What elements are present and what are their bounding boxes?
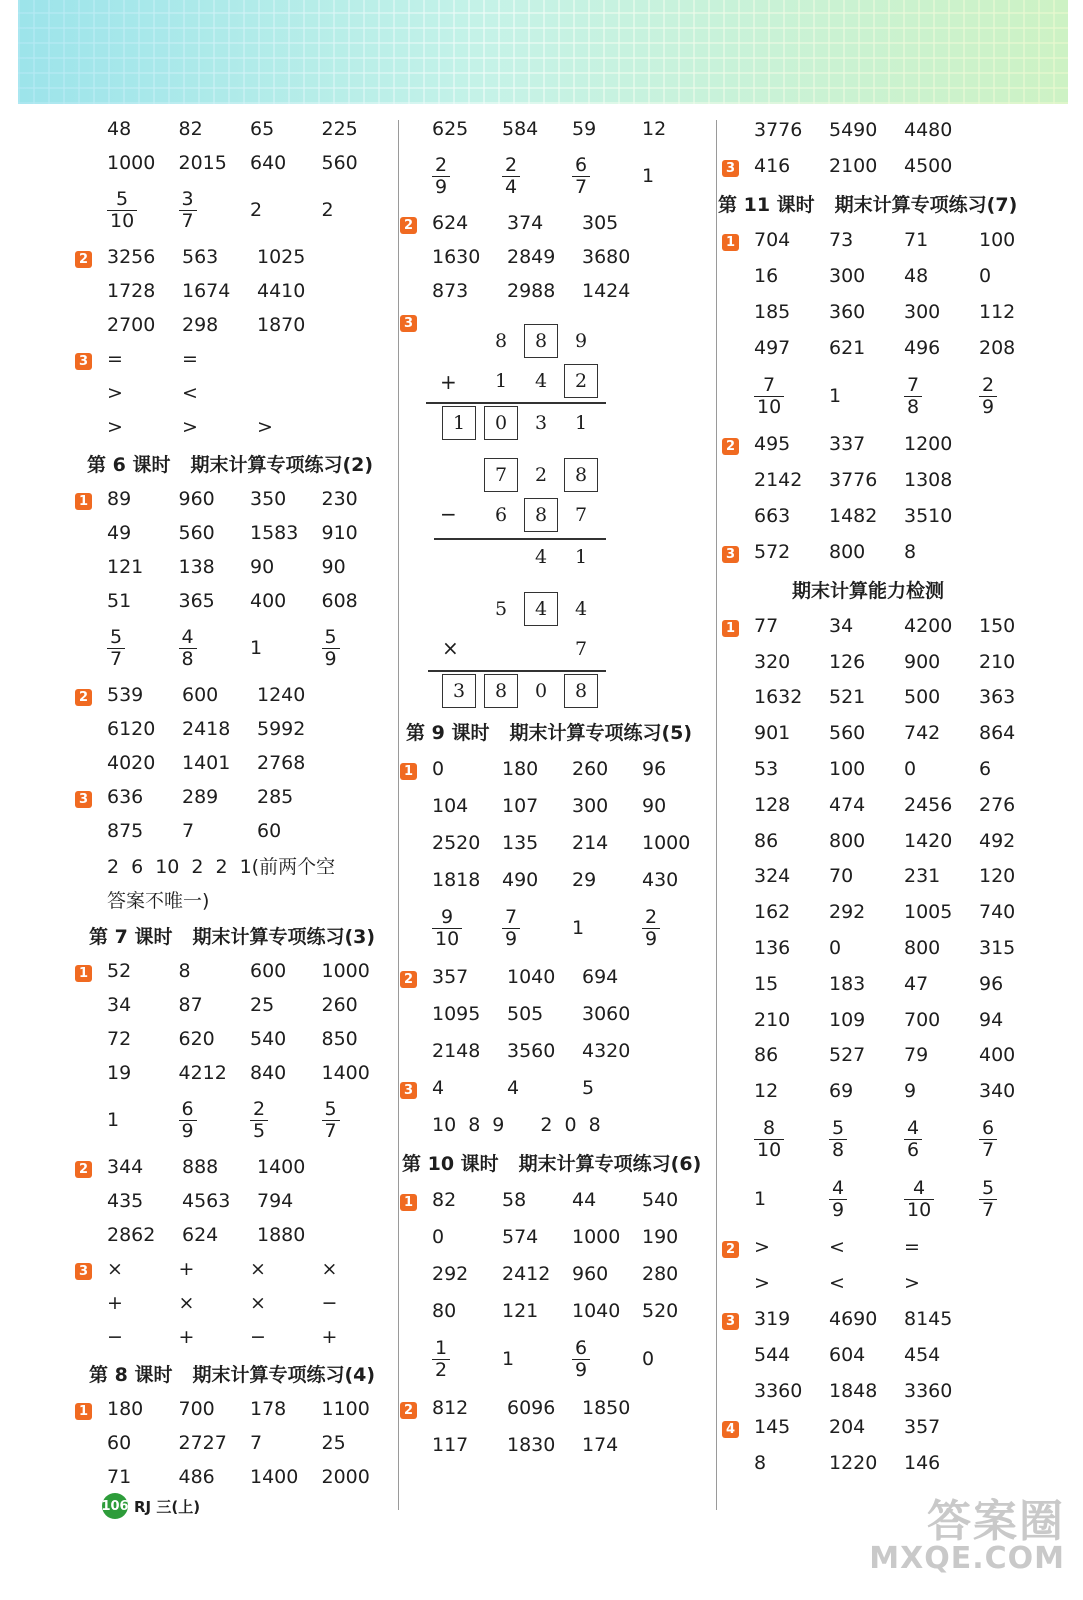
- question-badge: 3: [722, 1313, 739, 1330]
- answer-value: 100: [829, 758, 866, 781]
- fraction: $\frac{4}{8}$: [179, 627, 197, 669]
- fraction: $\frac{5}{7}$: [107, 627, 125, 669]
- answer-row: 2 624 374 305: [400, 206, 712, 240]
- answer-value: 231: [904, 865, 941, 888]
- answer-value: 740: [979, 901, 1016, 924]
- answer-row: 71 486 1400 2000: [107, 1466, 370, 1488]
- answer-row: 2 495 337 1200: [722, 426, 1062, 462]
- answer-value: 900: [904, 650, 941, 673]
- header-banner: [18, 0, 1068, 104]
- answer-row: 544 604 454: [754, 1344, 941, 1367]
- answer-row: 104 107 300 90: [432, 794, 667, 817]
- answer-value: 901: [754, 722, 791, 745]
- answer-row: 1 704 73 71 100: [722, 222, 1062, 258]
- fraction: $\frac{2}{9}$: [432, 155, 450, 197]
- answer-value: 315: [979, 937, 1016, 960]
- answer-row: [722, 644, 1062, 680]
- question-badge: 3: [75, 1263, 92, 1280]
- answer-row: [722, 859, 1062, 895]
- answer-row: 2520 135 214 1000: [432, 831, 691, 854]
- answer-row: 1 89 960 350 230: [75, 482, 393, 516]
- answer-row: 3 4 4 5: [400, 1069, 712, 1106]
- question-badge: 2: [400, 1402, 417, 1419]
- answer-row: [722, 787, 1062, 823]
- answer-row: 2148 3560 4320: [432, 1039, 631, 1062]
- answer-row: 3776 5490 4480: [754, 119, 953, 141]
- answer-row: 121 138 90 90: [107, 556, 346, 578]
- answer-row: − + − +: [107, 1326, 338, 1348]
- question-badge: 3: [722, 160, 739, 177]
- column-divider-2: [716, 120, 717, 1510]
- answer-row: 2142 3776 1308: [754, 469, 953, 491]
- answer-row: 2 > < =: [722, 1229, 1062, 1265]
- question-badge: 1: [400, 1194, 417, 1211]
- fraction-row: $\frac{2}{9}$ $\frac{2}{4}$ $\frac{6}{7}$ 1: [400, 146, 712, 206]
- answer-row: 117 1830 174: [432, 1433, 619, 1456]
- answer-value: 210: [754, 1008, 791, 1031]
- question-badge: 2: [75, 1161, 92, 1178]
- fraction: $\frac{7}{9}$: [502, 907, 520, 949]
- answer-value: 12: [754, 1080, 779, 1103]
- answer-row: 1 180 700 178 1100: [75, 1392, 393, 1426]
- fraction: $\frac{8}{10}$: [754, 1118, 784, 1160]
- answer-value: 136: [754, 937, 791, 960]
- answer-value: 864: [979, 722, 1016, 745]
- answer-row: 1 0 180 260 96: [400, 750, 712, 787]
- answer-row: 1000 2015 640 560: [107, 152, 358, 174]
- fraction-row: $\frac{5}{10}$ $\frac{3}{7}$ 2 2: [75, 180, 393, 240]
- answer-value: 800: [904, 937, 941, 960]
- answer-row: > > >: [107, 416, 273, 438]
- answer-value: 6: [979, 758, 992, 781]
- answer-row: 497 621 496 208: [754, 337, 1016, 359]
- answer-value: 86: [754, 829, 779, 852]
- answer-row: [722, 930, 1062, 966]
- question-badge: 3: [75, 353, 92, 370]
- answer-value: 500: [904, 686, 941, 709]
- answer-row: 1818 490 29 430: [432, 868, 679, 891]
- answer-row: 3 319 4690 8145: [722, 1301, 1062, 1337]
- fraction: $\frac{4}{10}$: [904, 1178, 934, 1220]
- answer-row: [722, 966, 1062, 1002]
- section-heading: 期末计算能力检测: [792, 579, 945, 602]
- answer-row: [722, 608, 1062, 644]
- answer-row: 3 636 289 285: [75, 780, 393, 814]
- answer-row: [722, 1038, 1062, 1074]
- answer-row: > <: [107, 382, 198, 404]
- answer-value: 69: [829, 1080, 854, 1103]
- answer-row: 3 572 800 8: [722, 534, 1062, 570]
- answer-row: 1630 2849 3680: [432, 246, 631, 268]
- answer-row: + × × −: [107, 1292, 338, 1314]
- fraction-row: $\frac{7}{10}$ 1 $\frac{7}{8}$ $\frac{2}{9}$: [722, 366, 1062, 426]
- answer-row: [722, 680, 1062, 716]
- answer-value: 4200: [904, 614, 953, 637]
- answer-value: 2456: [904, 793, 953, 816]
- answer-row: 2 344 888 1400: [75, 1150, 393, 1184]
- question-badge: 3: [400, 315, 417, 332]
- answer-value: 292: [829, 901, 866, 924]
- answer-value: 400: [979, 1044, 1016, 1067]
- vertical-multiplication: 5 4 4 × 7 3 8 0 8: [412, 592, 702, 712]
- section-heading: 第 7 课时 期末计算专项练习(3): [89, 925, 376, 948]
- question-badge: 3: [400, 1082, 417, 1099]
- answer-row: 2 812 6096 1850: [400, 1389, 712, 1426]
- answer-note: 2 6 10 2 2 1(前两个空: [107, 855, 336, 878]
- answer-row: 1095 505 3060: [432, 1002, 631, 1025]
- answer-row: [722, 894, 1062, 930]
- answer-value: 34: [829, 614, 854, 637]
- answer-row: 2 539 600 1240: [75, 678, 393, 712]
- answer-row: 1 52 8 600 1000: [75, 954, 393, 988]
- answer-value: 183: [829, 972, 866, 995]
- answer-value: 474: [829, 793, 866, 816]
- column-1: [75, 112, 393, 1494]
- answer-value: 128: [754, 793, 791, 816]
- answer-value: 324: [754, 865, 791, 888]
- fraction-row: $\frac{9}{10}$ $\frac{7}{9}$ 1 $\frac{2}{9}$: [400, 898, 712, 958]
- vertical-subtraction: 7 2 8 − 6 8 7 4 1: [412, 458, 702, 578]
- answer-value: 109: [829, 1008, 866, 1031]
- answer-row: 625 584 59 12: [432, 118, 667, 140]
- answer-row: 2 3256 563 1025: [75, 240, 393, 274]
- answer-value: 320: [754, 650, 791, 673]
- answer-value: 560: [829, 722, 866, 745]
- answer-row: [722, 751, 1062, 787]
- answer-value: 86: [754, 1044, 779, 1067]
- answer-value: 340: [979, 1080, 1016, 1103]
- fraction-row: [722, 1109, 1062, 1169]
- question-badge: 2: [722, 438, 739, 455]
- fraction: $\frac{5}{7}$: [322, 1099, 340, 1141]
- answer-value: 126: [829, 650, 866, 673]
- answer-row: 6120 2418 5992: [107, 718, 306, 740]
- answer-row: 4020 1401 2768: [107, 752, 306, 774]
- answer-row: 8 1220 146: [754, 1452, 941, 1475]
- answer-value: 527: [829, 1044, 866, 1067]
- fraction-row: 1 $\frac{6}{9}$ $\frac{2}{5}$ $\frac{5}{7}$: [75, 1090, 393, 1150]
- question-badge: 1: [75, 1403, 92, 1420]
- answer-row: [722, 1002, 1062, 1038]
- answer-row: 3360 1848 3360: [754, 1380, 953, 1403]
- question-badge: 3: [722, 546, 739, 563]
- answer-row: 34 87 25 260: [107, 994, 358, 1016]
- answer-value: 492: [979, 829, 1016, 852]
- answer-value: 77: [754, 614, 779, 637]
- fraction-row: $\frac{1}{2}$ 1 $\frac{6}{9}$ 0: [400, 1329, 712, 1389]
- answer-value: 96: [979, 972, 1004, 995]
- answer-row: 80 121 1040 520: [432, 1299, 679, 1322]
- question-badge: 2: [400, 217, 417, 234]
- column-2: [400, 112, 712, 1463]
- section-heading: 第 10 课时 期末计算专项练习(6): [402, 1152, 702, 1175]
- question-badge: 2: [722, 1241, 739, 1258]
- fraction: $\frac{5}{10}$: [107, 189, 137, 231]
- answer-value: 0: [829, 937, 842, 960]
- answer-row: 292 2412 960 280: [432, 1262, 679, 1285]
- page-footer: [102, 1493, 200, 1519]
- fraction: $\frac{4}{9}$: [829, 1178, 847, 1220]
- answer-row: 49 560 1583 910: [107, 522, 358, 544]
- answer-row: [722, 1073, 1062, 1109]
- answer-value: 0: [904, 758, 917, 781]
- answer-row: 72 620 540 850: [107, 1028, 358, 1050]
- answer-value: 1632: [754, 686, 803, 709]
- fraction: $\frac{6}{7}$: [572, 155, 590, 197]
- answer-row: 4 145 204 357: [722, 1409, 1062, 1445]
- answer-value: 47: [904, 972, 929, 995]
- answer-row: 10 8 9 2 0 8: [432, 1113, 601, 1136]
- answer-value: 363: [979, 686, 1016, 709]
- answer-row: [722, 823, 1062, 859]
- answer-value: 162: [754, 901, 791, 924]
- fraction: $\frac{5}{7}$: [979, 1178, 997, 1220]
- answer-value: 150: [979, 614, 1016, 637]
- fraction: $\frac{6}{9}$: [572, 1338, 590, 1380]
- column-divider-1: [398, 120, 399, 1510]
- answer-value: 79: [904, 1044, 929, 1067]
- question-badge: 1: [75, 965, 92, 982]
- answer-value: 276: [979, 793, 1016, 816]
- answer-value: 742: [904, 722, 941, 745]
- answer-value: 53: [754, 758, 779, 781]
- fraction: $\frac{2}{4}$: [502, 155, 520, 197]
- answer-value: 94: [979, 1008, 1004, 1031]
- answer-value: 1420: [904, 829, 953, 852]
- fraction: $\frac{1}{2}$: [432, 1338, 450, 1380]
- question-badge: 1: [75, 493, 92, 510]
- answer-row: 2 357 1040 694: [400, 958, 712, 995]
- answer-row: 185 360 300 112: [754, 301, 1016, 323]
- section-heading: 第 8 课时 期末计算专项练习(4): [89, 1363, 376, 1386]
- answer-value: 9: [904, 1080, 917, 1103]
- fraction: $\frac{5}{9}$: [322, 627, 340, 669]
- fraction: $\frac{6}{7}$: [979, 1118, 997, 1160]
- question-badge: 1: [400, 763, 417, 780]
- answer-row: 1728 1674 4410: [107, 280, 306, 302]
- answer-value: 210: [979, 650, 1016, 673]
- question-badge: 2: [75, 251, 92, 268]
- answer-row: 0 574 1000 190: [432, 1225, 679, 1248]
- fraction: $\frac{2}{9}$: [642, 907, 660, 949]
- answer-note: 答案不唯一): [107, 889, 210, 912]
- answer-row: 873 2988 1424: [432, 280, 631, 302]
- answer-value: 521: [829, 686, 866, 709]
- section-heading: 第 11 课时 期末计算专项练习(7): [718, 193, 1018, 216]
- fraction: $\frac{2}{5}$: [250, 1099, 268, 1141]
- answer-row: 435 4563 794: [107, 1190, 294, 1212]
- answer-row: 51 365 400 608: [107, 590, 358, 612]
- fraction: $\frac{4}{6}$: [904, 1118, 922, 1160]
- answer-row: 2700 298 1870: [107, 314, 306, 336]
- answer-row: > < >: [754, 1272, 920, 1295]
- answer-row: 3 416 2100 4500: [722, 148, 1062, 184]
- fraction: $\frac{3}{7}$: [179, 189, 197, 231]
- answer-row: 60 2727 7 25: [107, 1432, 346, 1454]
- fraction-row: $\frac{5}{7}$ $\frac{4}{8}$ 1 $\frac{5}{9}$: [75, 618, 393, 678]
- question-badge: 1: [722, 234, 739, 251]
- answer-row: 875 7 60: [107, 820, 282, 842]
- column-3: [718, 112, 1062, 1481]
- answer-row: 3 = =: [75, 342, 393, 376]
- section-heading: 第 6 课时 期末计算专项练习(2): [87, 453, 374, 476]
- answer-value: 120: [979, 865, 1016, 888]
- answer-row: 663 1482 3510: [754, 505, 953, 527]
- question-badge: 2: [75, 689, 92, 706]
- question-badge: 1: [722, 620, 739, 637]
- answer-row: 48 82 65 225: [107, 118, 358, 140]
- answer-row: [722, 715, 1062, 751]
- fraction: $\frac{7}{8}$: [904, 375, 922, 417]
- answer-value: 70: [829, 865, 854, 888]
- fraction: $\frac{2}{9}$: [979, 375, 997, 417]
- page-number: 106: [102, 1493, 128, 1519]
- question-badge: 2: [400, 971, 417, 988]
- answer-value: 800: [829, 829, 866, 852]
- answer-row: 3 × + × ×: [75, 1252, 393, 1286]
- fraction: $\frac{9}{10}$: [432, 907, 462, 949]
- fraction-row: 1 $\frac{4}{9}$ $\frac{4}{10}$ $\frac{5}{7}$: [722, 1169, 1062, 1229]
- question-badge: 4: [722, 1421, 739, 1438]
- fraction: $\frac{7}{10}$: [754, 375, 784, 417]
- answer-value: 700: [904, 1008, 941, 1031]
- answer-row: 1 82 58 44 540: [400, 1181, 712, 1218]
- fraction: $\frac{5}{8}$: [829, 1118, 847, 1160]
- answer-row: 2862 624 1880: [107, 1224, 306, 1246]
- watermark-logo: 答案圈 MXQE.COM: [869, 1496, 1065, 1576]
- test-answer-rows: [722, 608, 1062, 1109]
- answer-value: 15: [754, 972, 779, 995]
- section-heading: 第 9 课时 期末计算专项练习(5): [406, 721, 693, 744]
- fraction: $\frac{6}{9}$: [179, 1099, 197, 1141]
- answer-row: 19 4212 840 1400: [107, 1062, 370, 1084]
- answer-row: 16 300 48 0: [754, 265, 992, 287]
- answer-value: 1005: [904, 901, 953, 924]
- question-badge: 3: [75, 791, 92, 808]
- vertical-addition: 8 8 9 + 1 4 2 1 0 3 1: [412, 324, 702, 444]
- edition-label: RJ 三(上): [134, 1497, 201, 1516]
